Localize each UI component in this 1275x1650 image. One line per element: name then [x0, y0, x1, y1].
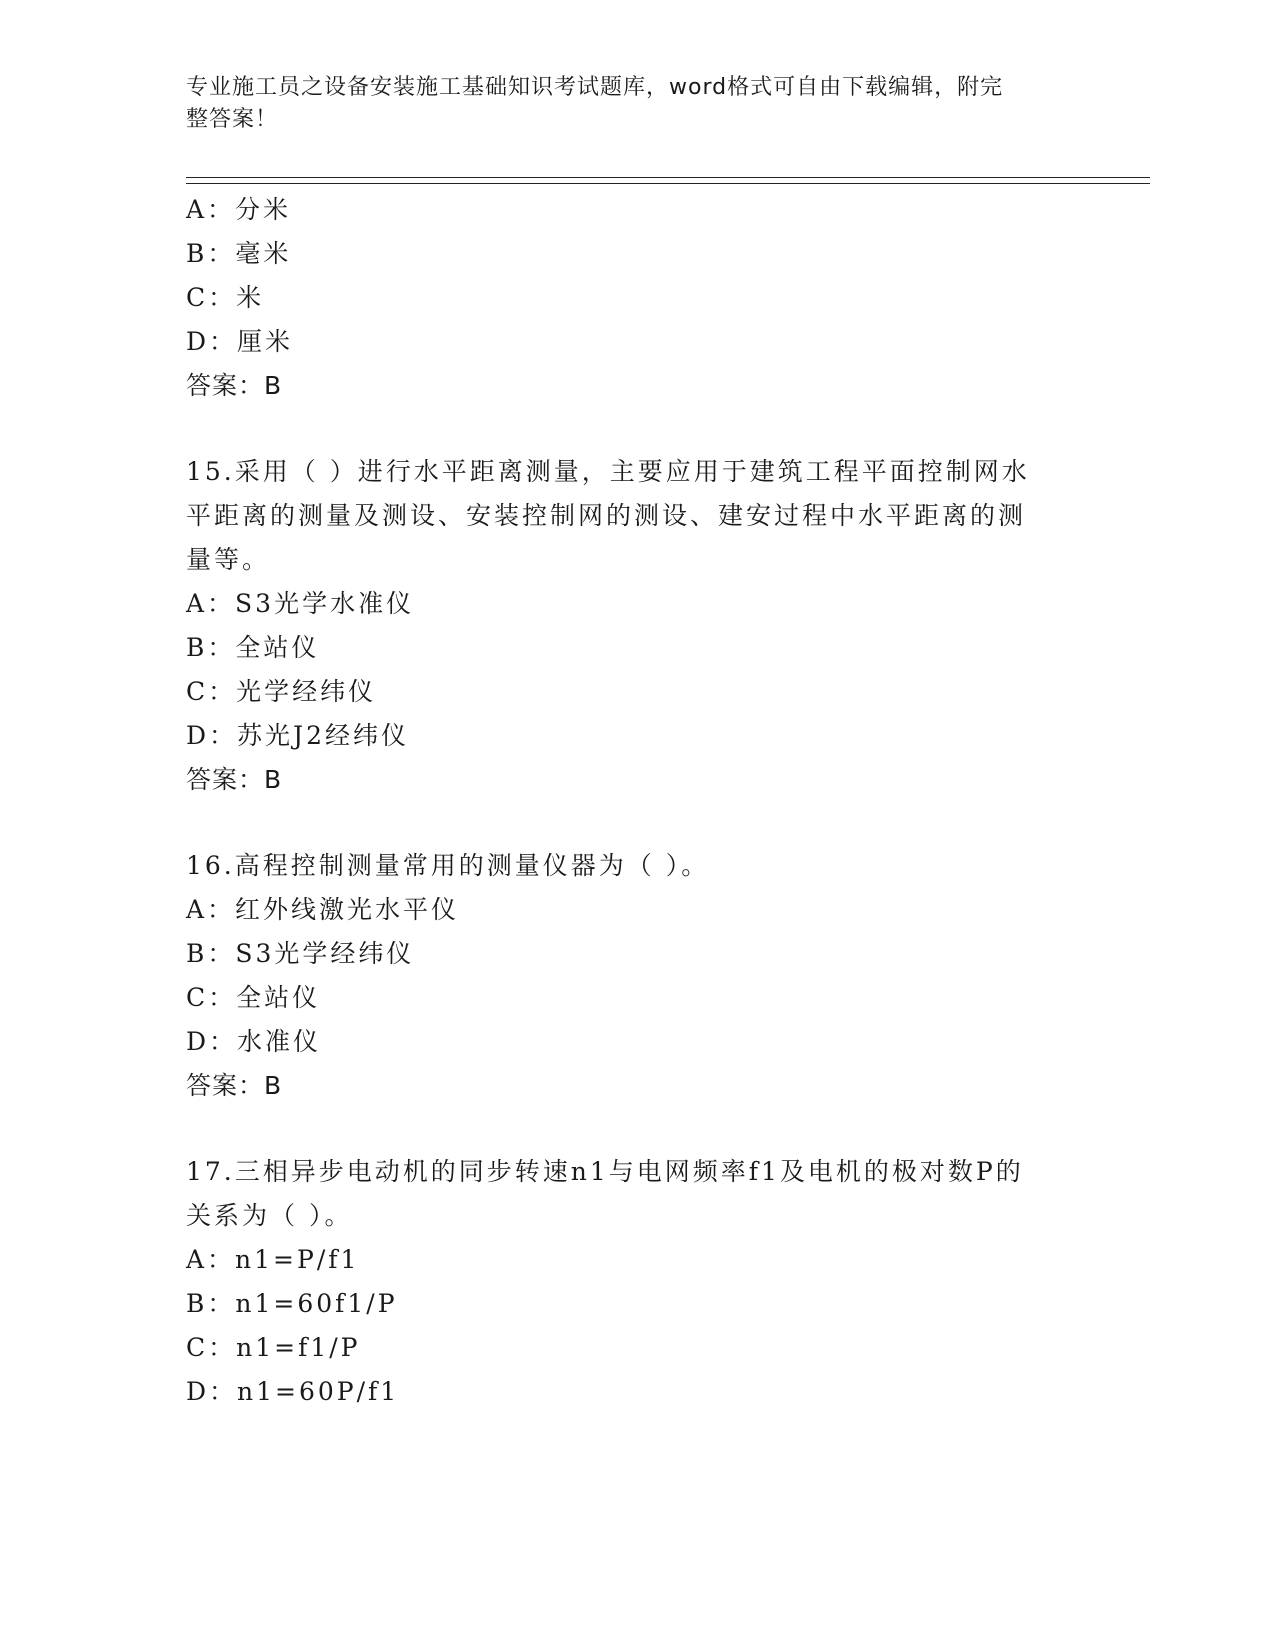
q17-question-line-1: 17.三相异步电动机的同步转速n1与电网频率f1及电机的极对数P的 [186, 1157, 1024, 1186]
q15-option-a: A：S3光学水准仪 [186, 589, 415, 618]
q14-option-b: B：毫米 [186, 239, 292, 268]
header-divider-bottom [186, 183, 1150, 184]
q16-option-d: D：水准仪 [186, 1027, 322, 1056]
q17-option-c: C：n1=f1/P [186, 1333, 361, 1362]
q15-option-b: B：全站仪 [186, 633, 320, 662]
q16-answer: 答案：B [186, 1071, 283, 1100]
document-header [186, 72, 1066, 136]
q17-option-b: B：n1=60f1/P [186, 1289, 398, 1318]
q15-question-line-3: 量等。 [186, 545, 271, 574]
q17-option-a: A：n1=P/f1 [186, 1245, 360, 1274]
q17-question-line-2: 关系为（ ）。 [186, 1201, 353, 1230]
q16-option-c: C：全站仪 [186, 983, 321, 1012]
q15-option-d: D：苏光J2经纬仪 [186, 721, 409, 750]
q17-option-d: D：n1=60P/f1 [186, 1377, 400, 1406]
header-line-2: 整答案！ [186, 107, 279, 132]
q14-option-d: D：厘米 [186, 327, 294, 356]
q16-option-b: B：S3光学经纬仪 [186, 939, 415, 968]
q15-answer: 答案：B [186, 765, 283, 794]
header-line-1: 专业施工员之设备安装施工基础知识考试题库，word格式可自由下载编辑，附完 [186, 75, 1004, 100]
q14-option-c: C：米 [186, 283, 265, 312]
q15-option-c: C：光学经纬仪 [186, 677, 377, 706]
q14-option-a: A：分米 [186, 195, 292, 224]
q16-question-line-1: 16.高程控制测量常用的测量仪器为（ ）。 [186, 851, 710, 880]
q14-answer: 答案：B [186, 371, 283, 400]
q15-question-line-2: 平距离的测量及测设、安装控制网的测设、建安过程中水平距离的测 [186, 501, 1027, 530]
q15-question-line-1: 15.采用（ ）进行水平距离测量，主要应用于建筑工程平面控制网水 [186, 457, 1030, 486]
q16-option-a: A：红外线激光水平仪 [186, 895, 460, 924]
header-divider-top [186, 177, 1150, 178]
